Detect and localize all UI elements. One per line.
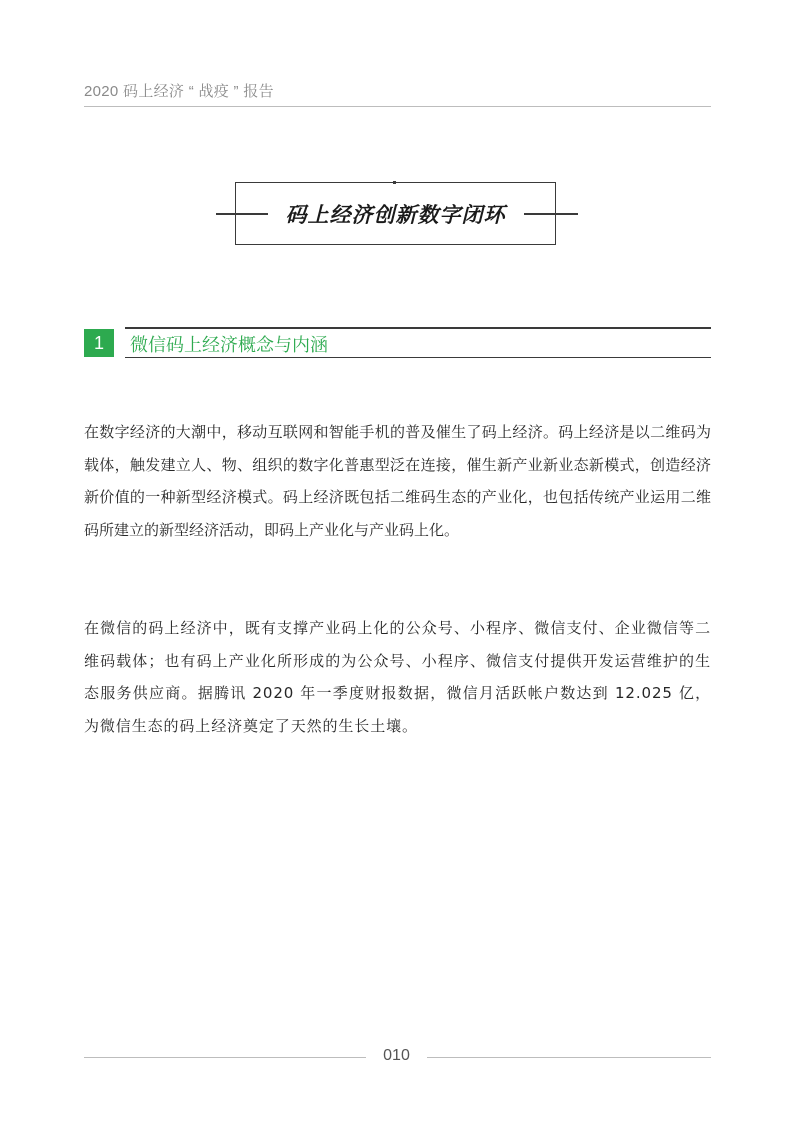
- footer-rule-left: [84, 1057, 366, 1058]
- header-rule: [84, 106, 711, 107]
- chapter-title: 码上经济创新数字闭环: [285, 202, 506, 227]
- chapter-title-box: [235, 182, 556, 245]
- section-rule-top: [125, 327, 711, 329]
- section-rule-bottom: [125, 357, 711, 358]
- body-paragraph-1: 在数字经济的大潮中，移动互联网和智能手机的普及催生了码上经济。码上经济是以二维码为载体，触发建立人、物、组织的数字化普惠型泛在连接，催生新产业新业态新模式，创造经济新价值的一种新型经济模式。码上经济既包括二维码生态的产业化，也包括传统产业运用二维码所建立的新型经济活动，即码上产业化与产业码上化。: [84, 423, 711, 539]
- page-number: 010: [383, 1047, 410, 1064]
- body-paragraph-2: 在微信的码上经济中，既有支撑产业码上化的公众号、小程序、微信支付、企业微信等二维码载体；也有码上产业化所形成的为公众号、小程序、微信支付提供开发运营维护的生态服务供应商。据腾讯 2020 年一季度财报数据，微信月活跃帐户数达到 12.025 亿，为微信生态的码上经济奠定了天然的生长土壤。: [84, 619, 711, 735]
- section-number-badge: 1: [84, 329, 114, 357]
- box-tick-mark: [393, 181, 396, 184]
- section-title: 微信码上经济概念与内涵: [130, 335, 328, 356]
- running-header: 2020 码上经济 “ 战疫 ” 报告: [84, 83, 274, 100]
- chapter-line-right: [524, 213, 578, 215]
- footer-rule-right: [427, 1057, 711, 1058]
